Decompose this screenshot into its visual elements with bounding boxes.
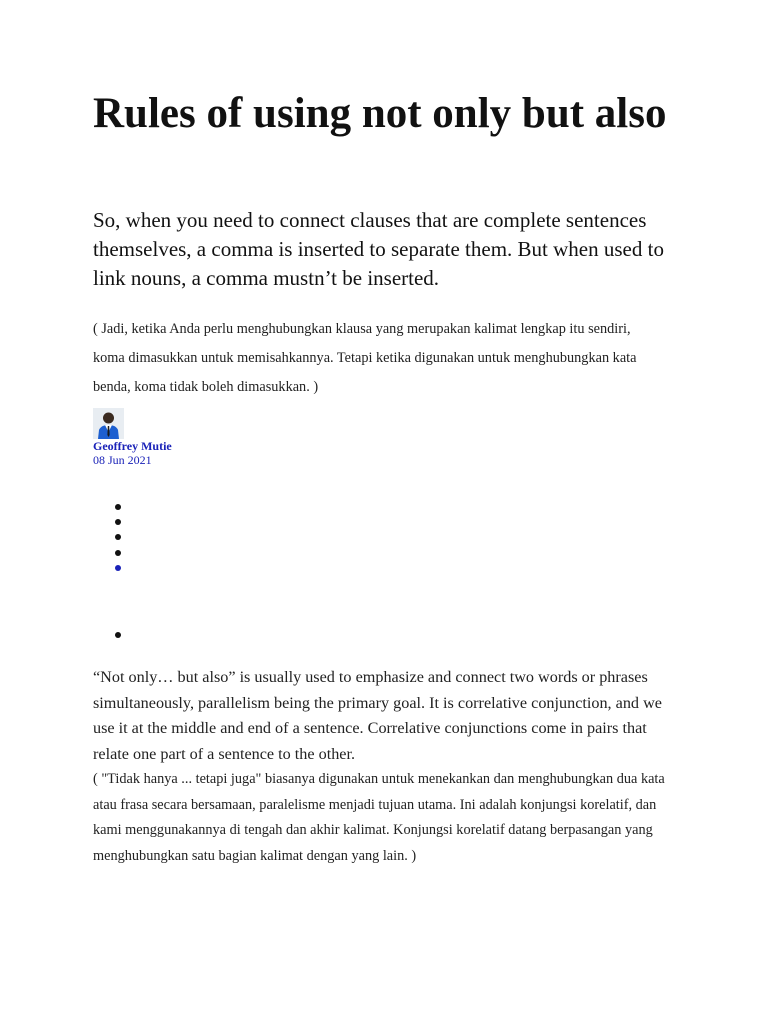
author-avatar[interactable] [93, 408, 124, 439]
bullet-icon [115, 534, 121, 540]
author-name-link[interactable]: Geoffrey Mutie [93, 439, 172, 453]
article-lead-translation: ( Jadi, ketika Anda perlu menghubungkan klausa yang merupakan kalimat lengkap itu sendiri, koma dimasukkan untuk memisahkannya. Tetapi ketika digunakan untuk menghubungkan kata benda, koma tidak boleh dimasukkan. ) [93, 321, 637, 395]
publish-date: 08 Jun 2021 [93, 453, 152, 467]
bullet-icon [115, 550, 121, 556]
article-body: “Not only… but also” is usually used to emphasize and connect two words or phrases simultaneously, parallelism being the primary goal. It is correlative conjunction, and we use it at the middle and end of a sentence. Correlative conjunctions come in pairs that relate one part of a sentence to the other. [93, 668, 662, 763]
bullet-icon [115, 565, 121, 571]
author-photo-icon [93, 408, 124, 439]
article-body-translation: ( "Tidak hanya ... tetapi juga" biasanya digunakan untuk menekankan dan menghubungkan dua kata atau frasa secara bersamaan, paralelisme menjadi tujuan utama. Ini adalah konjungsi korelatif, dan kami menggunakannya di tengah dan akhir kalimat. Konjungsi korelatif datang berpasangan yang menghubungkan satu bagian kalimat dengan yang lain. ) [93, 771, 665, 864]
article-title: Rules of using not only but also [93, 90, 667, 137]
article-lead: So, when you need to connect clauses that are complete sentences themselves, a comma is inserted to separate them. But when used to link nouns, a comma mustn’t be inserted. [93, 208, 664, 290]
bullet-icon [115, 519, 121, 525]
bullet-icon[interactable] [115, 632, 121, 638]
bullet-icon [115, 504, 121, 510]
author-block [93, 408, 293, 467]
